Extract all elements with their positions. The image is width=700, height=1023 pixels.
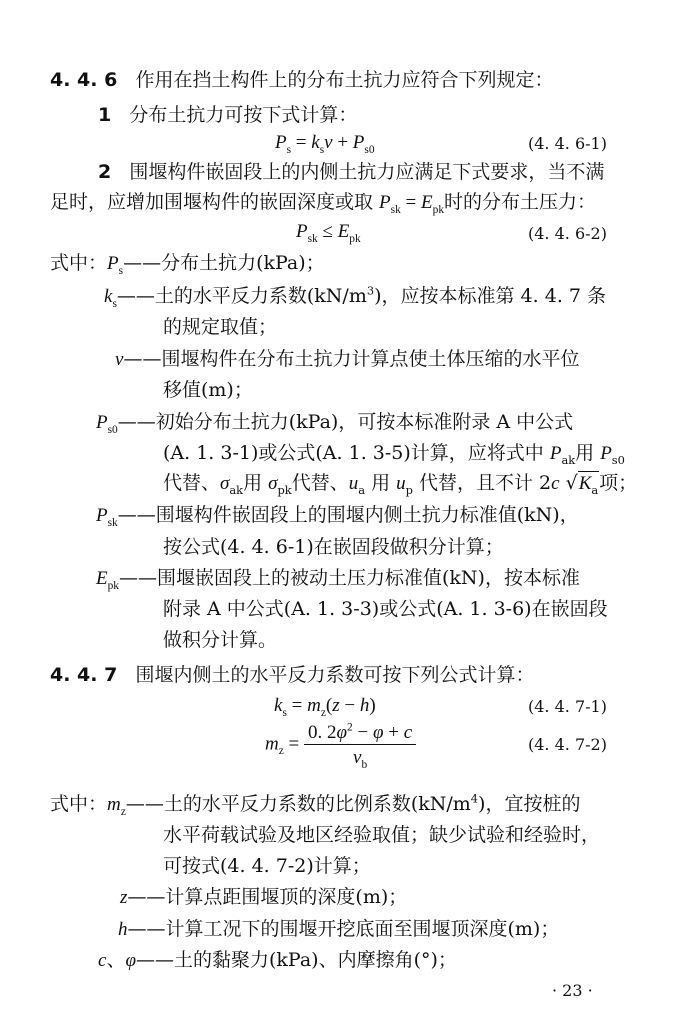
- symbol-epk: $E_{pk}$: [96, 568, 119, 592]
- formula-4-4-6-2: $P_{sk} \le E_{pk}$: [296, 221, 361, 245]
- formula-4-4-6-1: $P_s = k_sv + P_{s0}$: [275, 132, 375, 156]
- def-epk-cont2: 做积分计算。: [163, 629, 278, 651]
- item-2-line1: [98, 163, 604, 182]
- def-z: z——计算点距围堰顶的深度(m)；: [120, 886, 408, 908]
- symbol-v: v: [115, 349, 124, 370]
- page-number: · 23 ·: [552, 981, 593, 1000]
- def-mz-cont1: 水平荷载试验及地区经验取值；缺少试验和经验时，: [163, 824, 601, 846]
- symbol-ps0: $P_{s0}$: [96, 412, 118, 436]
- symbol-ks: $k_s$: [104, 286, 117, 310]
- def-ks-cont: 的规定取值；: [163, 316, 278, 338]
- equation-number: (4. 4. 7-2): [528, 735, 607, 754]
- def-ps0: $P_{s0}——$初始分布土抗力(kPa)，可按本标准附录 A 中公式: [96, 411, 574, 436]
- symbol-mz: $m_z$: [107, 794, 126, 818]
- equation-number: (4. 4. 7-1): [528, 697, 607, 716]
- item-1: [98, 106, 357, 125]
- symbol-h: h: [118, 919, 128, 940]
- symbol-psk: $P_{sk}$: [96, 505, 118, 529]
- item-text: 分布土抗力可按下式计算：: [129, 104, 358, 126]
- def-ps: 式中：$P_s——$分布土抗力(kPa)；: [50, 252, 325, 277]
- fraction: $\frac{0. 2\varphi^2 - \varphi + c}{v_b}$: [304, 723, 416, 767]
- item-number: 2: [98, 161, 112, 183]
- equation-number: (4. 4. 6-1): [528, 134, 607, 153]
- formula-4-4-7-1: $k_s = m_z(z - h)$: [274, 695, 376, 719]
- symbol-c-phi: c、φ: [98, 950, 136, 971]
- def-epk-cont1: 附录 A 中公式(A. 1. 3-3)或公式(A. 1. 3-6)在嵌固段: [163, 598, 608, 620]
- section-number: 4. 4. 7: [50, 664, 118, 686]
- def-c-phi: c、φ——土的黏聚力(kPa)、内摩擦角(°)；: [98, 949, 457, 971]
- section-4-4-6-heading: [50, 71, 553, 90]
- section-title: 作用在挡土构件上的分布土抗力应符合下列规定：: [135, 69, 554, 91]
- def-ks: $k_s——$土的水平反力系数$(kN/m^3)$，应按本标准第 4. 4. 7 条: [104, 283, 607, 310]
- section-4-4-7-heading: [50, 666, 534, 685]
- def-ps0-cont2: 代替、$\sigma_{ak}$用 $\sigma_{pk}$代替、$u_a$ 用 $u_p$ 代替，且不计 2c $√K_a$项；: [163, 472, 638, 497]
- item-number: 1: [98, 104, 112, 126]
- section-number: 4. 4. 6: [50, 69, 118, 91]
- def-psk: $P_{sk}——$围堰构件嵌固段上的围堰内侧土抗力标准值(kN)，: [96, 504, 579, 529]
- def-v: v——围堰构件在分布土抗力计算点使土体压缩的水平位: [115, 348, 580, 370]
- def-h: h——计算工况下的围堰开挖底面至围堰顶深度(m)；: [118, 918, 560, 940]
- formula-4-4-7-2: $m_z$ = $\frac{0. 2\varphi^2 - \varphi + c}{v_b}$: [265, 723, 416, 767]
- equation-number: (4. 4. 6-2): [528, 224, 607, 243]
- def-epk: $E_{pk}——$围堰嵌固段上的被动土压力标准值(kN)，按本标准: [96, 567, 580, 592]
- symbol-z: z: [120, 887, 128, 908]
- def-mz-cont2: 可按式(4. 4. 7-2)计算；: [163, 855, 371, 877]
- item-text: 围堰构件嵌固段上的内侧土抗力应满足下式要求，当不满: [129, 161, 605, 183]
- item-2-line2: 足时，应增加围堰构件的嵌固深度或取 $P_{sk} = E_{pk}$时的分布土压力：: [50, 191, 597, 216]
- def-mz: 式中：$m_z——$土的水平反力系数的比例系数$(kN/m^4)$，宜按桩的: [50, 791, 581, 818]
- symbol-ps: $P_s$: [107, 253, 124, 277]
- def-ps0-cont1: (A. 1. 3-1)或公式(A. 1. 3-5)计算，应将式中 $P_{ak}$用 $P_{s0}$: [163, 442, 625, 467]
- def-v-cont: 移值(m)；: [163, 379, 253, 401]
- def-psk-cont: 按公式(4. 4. 6-1)在嵌固段做积分计算；: [163, 536, 504, 558]
- section-title: 围堰内侧土的水平反力系数可按下列公式计算：: [135, 664, 535, 686]
